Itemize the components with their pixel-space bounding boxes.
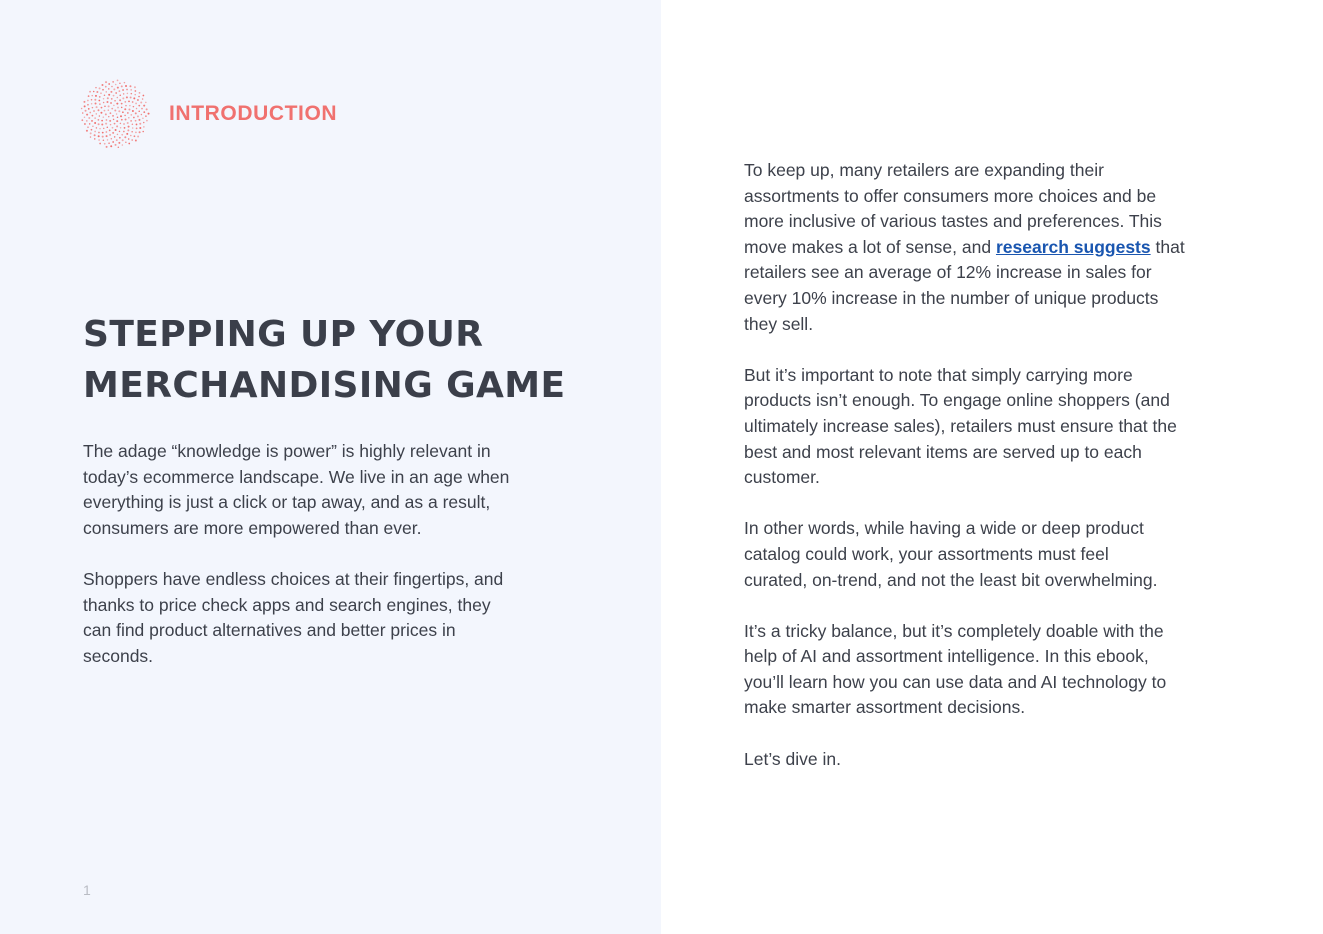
research-suggests-link[interactable]: research suggests: [995, 236, 1151, 257]
text-line-with-link: [744, 235, 1244, 261]
text-line: today’s ecommerce landscape. We live in an age when: [83, 466, 510, 487]
section-header: [80, 79, 337, 149]
text-line: Shoppers have endless choices at their fingertips, and: [83, 568, 504, 589]
paragraph: [744, 516, 1244, 593]
text-line: can find product alternatives and better prices in: [83, 620, 456, 641]
text-line: seconds.: [83, 645, 154, 666]
text-line: every 10% increase in the number of unique products: [744, 287, 1159, 308]
text-line: But it’s important to note that simply carrying more: [744, 364, 1133, 385]
paragraph: [744, 619, 1244, 721]
text-line: It’s a tricky balance, but it’s completely doable with the: [744, 620, 1164, 641]
text-line: catalog could work, your assortments must feel: [744, 543, 1109, 564]
page-number: 1: [83, 882, 91, 898]
text-line: consumers are more empowered than ever.: [83, 517, 422, 538]
text-line: help of AI and assortment intelligence. In this ebook,: [744, 646, 1149, 667]
paragraph: [744, 747, 1244, 773]
text-line: they sell.: [744, 313, 814, 334]
text-line: you’ll learn how you can use data and AI technology to: [744, 671, 1167, 692]
page-title-line: STEPPING UP YOUR: [83, 314, 484, 355]
text-line: ultimately increase sales), retailers must ensure that the: [744, 415, 1177, 436]
paragraph: [744, 158, 1244, 337]
text-line: retailers see an average of 12% increase in sales for: [744, 262, 1152, 283]
text-segment: move makes a lot of sense, and: [744, 236, 996, 257]
text-line: The adage “knowledge is power” is highly relevant in: [83, 441, 491, 461]
text-line: more inclusive of various tastes and preferences. This: [744, 211, 1162, 232]
text-line: To keep up, many retailers are expanding their: [744, 160, 1104, 180]
page-title-line: MERCHANDISING GAME: [83, 365, 566, 406]
text-line: In other words, while having a wide or deep product: [744, 518, 1144, 539]
text-line: assortments to offer consumers more choices and be: [744, 185, 1157, 206]
page-title: [83, 309, 643, 411]
text-line: thanks to price check apps and search engines, they: [83, 594, 491, 615]
text-line: Let’s dive in.: [744, 748, 841, 769]
paragraph: [744, 363, 1244, 491]
paragraph: [83, 439, 583, 541]
paragraph: [83, 567, 583, 669]
text-segment: that: [1150, 236, 1185, 257]
section-label: INTRODUCTION: [169, 102, 338, 125]
right-body-copy: [744, 158, 1244, 772]
text-line: make smarter assortment decisions.: [744, 697, 1026, 718]
text-line: curated, on-trend, and not the least bit overwhelming.: [744, 569, 1158, 590]
text-line: best and most relevant items are served up to each: [744, 441, 1142, 462]
text-line: customer.: [744, 467, 820, 488]
dot-sphere-icon: [80, 79, 150, 149]
text-line: everything is just a click or tap away, and as a result,: [83, 492, 491, 513]
left-body-copy: [83, 439, 583, 669]
text-line: products isn’t enough. To engage online shoppers (and: [744, 390, 1170, 411]
